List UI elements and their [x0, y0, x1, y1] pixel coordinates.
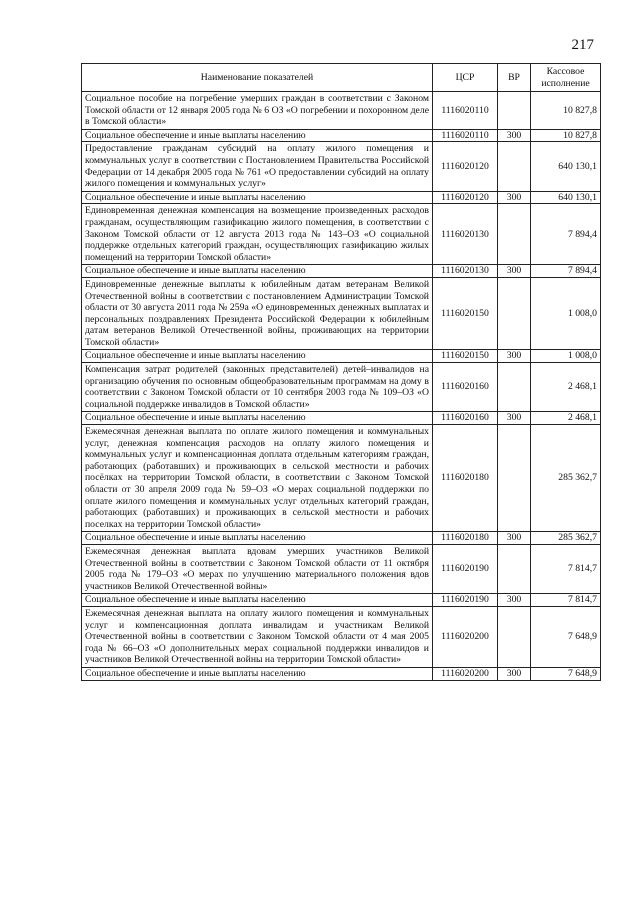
row-csr: 1116020180	[433, 532, 498, 545]
row-vr: 300	[498, 191, 531, 204]
row-amount: 2 468,1	[531, 412, 601, 425]
row-vr: 300	[498, 412, 531, 425]
row-name: Ежемесячная денежная выплата по оплате жилого помещения и коммунальных услуг, денежная компенсация расходов на оплату жилого помещения и коммунальных услуг и компенсационная доплата отдельным категориям граждан, работающих (работавших) и проживающих в сельской местности и рабочих посёлках на территории Томской области, в соответствии с Законом Томской области от 30 апреля 2009 года № 59–ОЗ «О мерах социальной поддержки по оплате жилого помещения и коммунальных услуг отдельных категорий граждан, работающих (работавших) и проживающих в сельской местности и рабочих поселках на территории Томской области»	[82, 425, 433, 532]
row-vr: 300	[498, 350, 531, 363]
row-amount: 285 362,7	[531, 532, 601, 545]
row-csr: 1116020110	[433, 92, 498, 130]
budget-table	[81, 63, 601, 681]
row-amount: 1 008,0	[531, 277, 601, 350]
row-vr	[498, 92, 531, 130]
table-row	[82, 204, 601, 265]
row-vr	[498, 363, 531, 412]
row-csr: 1116020130	[433, 265, 498, 278]
table-row	[82, 412, 601, 425]
row-amount: 285 362,7	[531, 425, 601, 532]
row-csr: 1116020190	[433, 544, 498, 593]
row-vr: 300	[498, 129, 531, 142]
table-row	[82, 544, 601, 593]
table-row	[82, 667, 601, 680]
row-csr: 1116020120	[433, 191, 498, 204]
row-csr: 1116020200	[433, 606, 498, 667]
table-row	[82, 532, 601, 545]
row-name: Социальное обеспечение и иные выплаты населению	[82, 594, 433, 607]
row-amount: 7 894,4	[531, 204, 601, 265]
row-name: Социальное обеспечение и иные выплаты населению	[82, 667, 433, 680]
table-header-row	[82, 64, 601, 92]
table-row	[82, 265, 601, 278]
table-row	[82, 594, 601, 607]
row-amount: 10 827,8	[531, 92, 601, 130]
page-number: 217	[571, 37, 594, 53]
row-csr: 1116020110	[433, 129, 498, 142]
row-vr: 300	[498, 265, 531, 278]
row-csr: 1116020160	[433, 363, 498, 412]
header-name: Наименование показателей	[82, 64, 433, 92]
table-row	[82, 129, 601, 142]
row-name: Социальное обеспечение и иные выплаты населению	[82, 129, 433, 142]
row-name: Социальное обеспечение и иные выплаты населению	[82, 191, 433, 204]
table-row	[82, 277, 601, 350]
header-amount: Кассовое исполнение	[531, 64, 601, 92]
header-vr: ВР	[498, 64, 531, 92]
row-amount: 7 814,7	[531, 544, 601, 593]
row-csr: 1116020150	[433, 277, 498, 350]
row-csr: 1116020120	[433, 142, 498, 191]
row-csr: 1116020150	[433, 350, 498, 363]
row-name: Социальное пособие на погребение умерших граждан в соответствии с Законом Томской области от 12 января 2005 года № 6 ОЗ «О погребении и похоронном деле в Томской области»	[82, 92, 433, 130]
row-name: Социальное обеспечение и иные выплаты населению	[82, 412, 433, 425]
row-csr: 1116020130	[433, 204, 498, 265]
row-name: Социальное обеспечение и иные выплаты населению	[82, 350, 433, 363]
row-name: Ежемесячная денежная выплата вдовам умерших участников Великой Отечественной войны в соответствии с Законом Томской области от 11 октября 2005 года № 179–ОЗ «О мерах по улучшению материального положения вдов участников Великой Отечественной войны»	[82, 544, 433, 593]
table-row	[82, 363, 601, 412]
row-amount: 640 130,1	[531, 142, 601, 191]
table-row	[82, 92, 601, 130]
row-vr	[498, 277, 531, 350]
row-csr: 1116020200	[433, 667, 498, 680]
row-amount: 7 648,9	[531, 606, 601, 667]
row-vr: 300	[498, 532, 531, 545]
row-amount: 640 130,1	[531, 191, 601, 204]
row-csr: 1116020160	[433, 412, 498, 425]
row-name: Единовременные денежные выплаты к юбилейным датам ветеранам Великой Отечественной войны в соответствии с постановлением Администрации Томской области от 30 августа 2011 года № 259а «О единовременных денежных выплатах и персональных поздравлениях Президента Российской Федерации к юбилейным датам ветеранов Великой Отечественной войны, проживающих на территории Томской области»	[82, 277, 433, 350]
row-amount: 7 814,7	[531, 594, 601, 607]
row-amount: 10 827,8	[531, 129, 601, 142]
row-vr	[498, 204, 531, 265]
table-row	[82, 425, 601, 532]
row-name: Ежемесячная денежная выплата на оплату жилого помещения и коммунальных услуг и компенсационная доплата инвалидам и участникам Великой Отечественной войны в соответствии с Законом Томской области от 4 мая 2005 года № 66–ОЗ «О дополнительных мерах социальной поддержки инвалидов и участников Великой Отечественной войны на территории Томской области»	[82, 606, 433, 667]
row-csr: 1116020180	[433, 425, 498, 532]
table-row	[82, 142, 601, 191]
row-name: Социальное обеспечение и иные выплаты населению	[82, 532, 433, 545]
row-vr	[498, 142, 531, 191]
header-csr: ЦСР	[433, 64, 498, 92]
row-amount: 1 008,0	[531, 350, 601, 363]
row-name: Компенсация затрат родителей (законных представителей) детей–инвалидов на организацию обучения по основным общеобразовательным программам на дому в соответствии с Законом Томской области от 10 сентября 2003 года № 109–ОЗ «О социальной поддержке инвалидов в Томской области»	[82, 363, 433, 412]
row-name: Предоставление гражданам субсидий на оплату жилого помещения и коммунальных услуг в соответствии с Постановлением Правительства Российской Федерации от 14 декабря 2005 года № 761 «О предоставлении субсидий на оплату жилого помещения и коммунальных услуг»	[82, 142, 433, 191]
row-vr: 300	[498, 594, 531, 607]
row-amount: 7 894,4	[531, 265, 601, 278]
row-amount: 2 468,1	[531, 363, 601, 412]
row-name: Единовременная денежная компенсация на возмещение произведенных расходов гражданам, осуществляющим газификацию жилого помещения, в соответствии с Законом Томской области от 12 августа 2013 года № 143–ОЗ «О социальной поддержке отдельных категорий граждан, осуществляющих газификацию жилых помещений на территории Томской области»	[82, 204, 433, 265]
row-vr	[498, 425, 531, 532]
table-row	[82, 350, 601, 363]
row-vr	[498, 606, 531, 667]
row-name: Социальное обеспечение и иные выплаты населению	[82, 265, 433, 278]
row-vr	[498, 544, 531, 593]
row-vr: 300	[498, 667, 531, 680]
row-csr: 1116020190	[433, 594, 498, 607]
table-row	[82, 191, 601, 204]
row-amount: 7 648,9	[531, 667, 601, 680]
table-row	[82, 606, 601, 667]
